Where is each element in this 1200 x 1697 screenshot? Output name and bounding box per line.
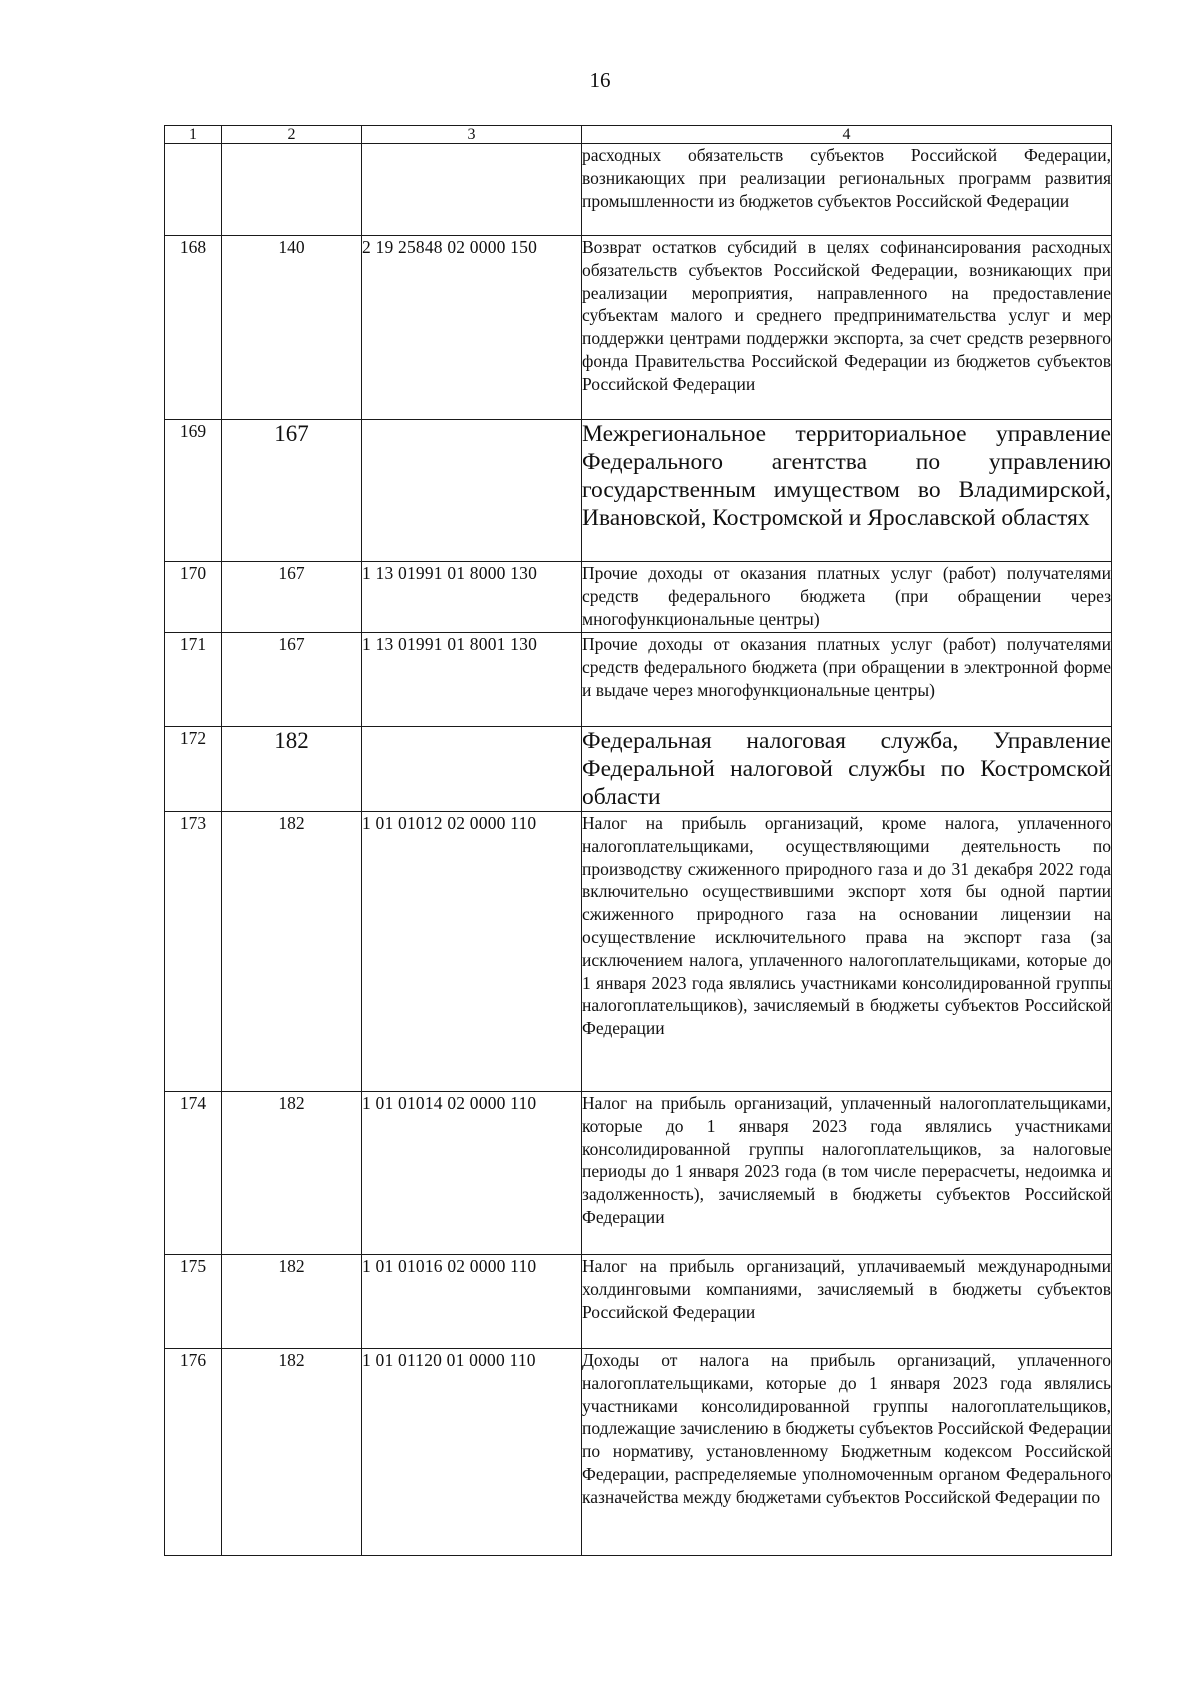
table-row xyxy=(165,562,1112,633)
admin-code xyxy=(222,144,362,236)
row-description: Межрегиональное территориальное управление Федерального агентства по управлению государственным имуществом во Владимирской, Ивановской, Костромской и Ярославской областях xyxy=(582,420,1112,562)
row-description: Налог на прибыль организаций, уплаченный налогоплательщиками, которые до 1 января 2023 года являлись участниками консолидированной группы налогоплательщиков, за налоговые периоды до 1 января 2023 года (в том числе перерасчеты, недоимка и задолженность), зачисляемый в бюджеты субъектов Российской Федерации xyxy=(582,1092,1112,1255)
kbk-code: 1 13 01991 01 8001 130 xyxy=(362,633,582,727)
row-number xyxy=(165,144,222,236)
kbk-code xyxy=(362,144,582,236)
admin-code: 182 xyxy=(222,1349,362,1556)
admin-code: 182 xyxy=(222,812,362,1092)
table-row xyxy=(165,1092,1112,1255)
row-number: 175 xyxy=(165,1255,222,1349)
kbk-code: 2 19 25848 02 0000 150 xyxy=(362,236,582,420)
table-row xyxy=(165,812,1112,1092)
kbk-code: 1 01 01120 01 0000 110 xyxy=(362,1349,582,1556)
kbk-code xyxy=(362,420,582,562)
table-row xyxy=(165,727,1112,812)
table-header-row xyxy=(165,126,1112,144)
admin-code: 167 xyxy=(222,633,362,727)
table-row xyxy=(165,236,1112,420)
row-number: 176 xyxy=(165,1349,222,1556)
table-row xyxy=(165,1255,1112,1349)
admin-code: 182 xyxy=(222,727,362,812)
admin-code: 167 xyxy=(222,562,362,633)
admin-code: 167 xyxy=(222,420,362,562)
admin-code: 182 xyxy=(222,1092,362,1255)
column-header-3: 3 xyxy=(362,126,582,144)
row-number: 168 xyxy=(165,236,222,420)
kbk-code: 1 01 01016 02 0000 110 xyxy=(362,1255,582,1349)
row-number: 174 xyxy=(165,1092,222,1255)
table-row xyxy=(165,1349,1112,1556)
row-description: Доходы от налога на прибыль организаций, уплаченного налогоплательщиками, которые до 1 января 2023 года являлись участниками консолидированной группы налогоплательщиков, подлежащие зачислению в бюджеты субъектов Российской Федерации по нормативу, установленному Бюджетным кодексом Российской Федерации, распределяемые уполномоченным органом Федерального казначейства между бюджетами субъектов Российской Федерации по xyxy=(582,1349,1112,1556)
kbk-code: 1 01 01012 02 0000 110 xyxy=(362,812,582,1092)
table-row-continuation xyxy=(165,144,1112,236)
page-number: 16 xyxy=(589,68,611,92)
kbk-code xyxy=(362,727,582,812)
row-number: 171 xyxy=(165,633,222,727)
row-description: Федеральная налоговая служба, Управление Федеральной налоговой службы по Костромской области xyxy=(582,728,1111,810)
row-number: 169 xyxy=(165,420,222,562)
budget-revenue-table xyxy=(164,125,1112,1556)
row-description: Налог на прибыль организаций, уплачиваемый международными холдинговыми компаниями, зачисляемый в бюджеты субъектов Российской Федерации xyxy=(582,1255,1112,1349)
row-number: 172 xyxy=(165,727,222,812)
row-description: расходных обязательств субъектов Российской Федерации, возникающих при реализации региональных программ развития промышленности из бюджетов субъектов Российской Федерации xyxy=(582,144,1112,236)
row-number: 173 xyxy=(165,812,222,1092)
admin-code: 140 xyxy=(222,236,362,420)
row-number: 170 xyxy=(165,562,222,633)
column-header-1: 1 xyxy=(165,126,222,144)
column-header-4: 4 xyxy=(582,126,1112,144)
row-description: Прочие доходы от оказания платных услуг (работ) получателями средств федерального бюджета (при обращении через многофункциональные центры) xyxy=(582,562,1112,633)
row-description: Налог на прибыль организаций, кроме налога, уплаченного налогоплательщиками, осуществляющими деятельность по производству сжиженного природного газа и до 31 декабря 2022 года включительно осуществившими экспорт хотя бы одной партии сжиженного природного газа на основании лицензии на осуществление исключительного права на экспорт газа (за исключением налога, уплаченного налогоплательщиками, которые до 1 января 2023 года являлись участниками консолидированной группы налогоплательщиков), зачисляемый в бюджеты субъектов Российской Федерации xyxy=(582,812,1112,1092)
row-description: Возврат остатков субсидий в целях софинансирования расходных обязательств субъектов Российской Федерации, возникающих при реализации мероприятия, направленного на предоставление субъектам малого и среднего предпринимательства услуг и мер поддержки центрами поддержки экспорта, за счет средств резервного фонда Правительства Российской Федерации из бюджетов субъектов Российской Федерации xyxy=(582,236,1112,420)
column-header-2: 2 xyxy=(222,126,362,144)
table-row xyxy=(165,420,1112,562)
admin-code: 182 xyxy=(222,1255,362,1349)
table-row xyxy=(165,633,1112,727)
row-description: Прочие доходы от оказания платных услуг (работ) получателями средств федерального бюджета (при обращении в электронной форме и выдаче через многофункциональные центры) xyxy=(582,633,1112,727)
kbk-code: 1 13 01991 01 8000 130 xyxy=(362,562,582,633)
kbk-code: 1 01 01014 02 0000 110 xyxy=(362,1092,582,1255)
